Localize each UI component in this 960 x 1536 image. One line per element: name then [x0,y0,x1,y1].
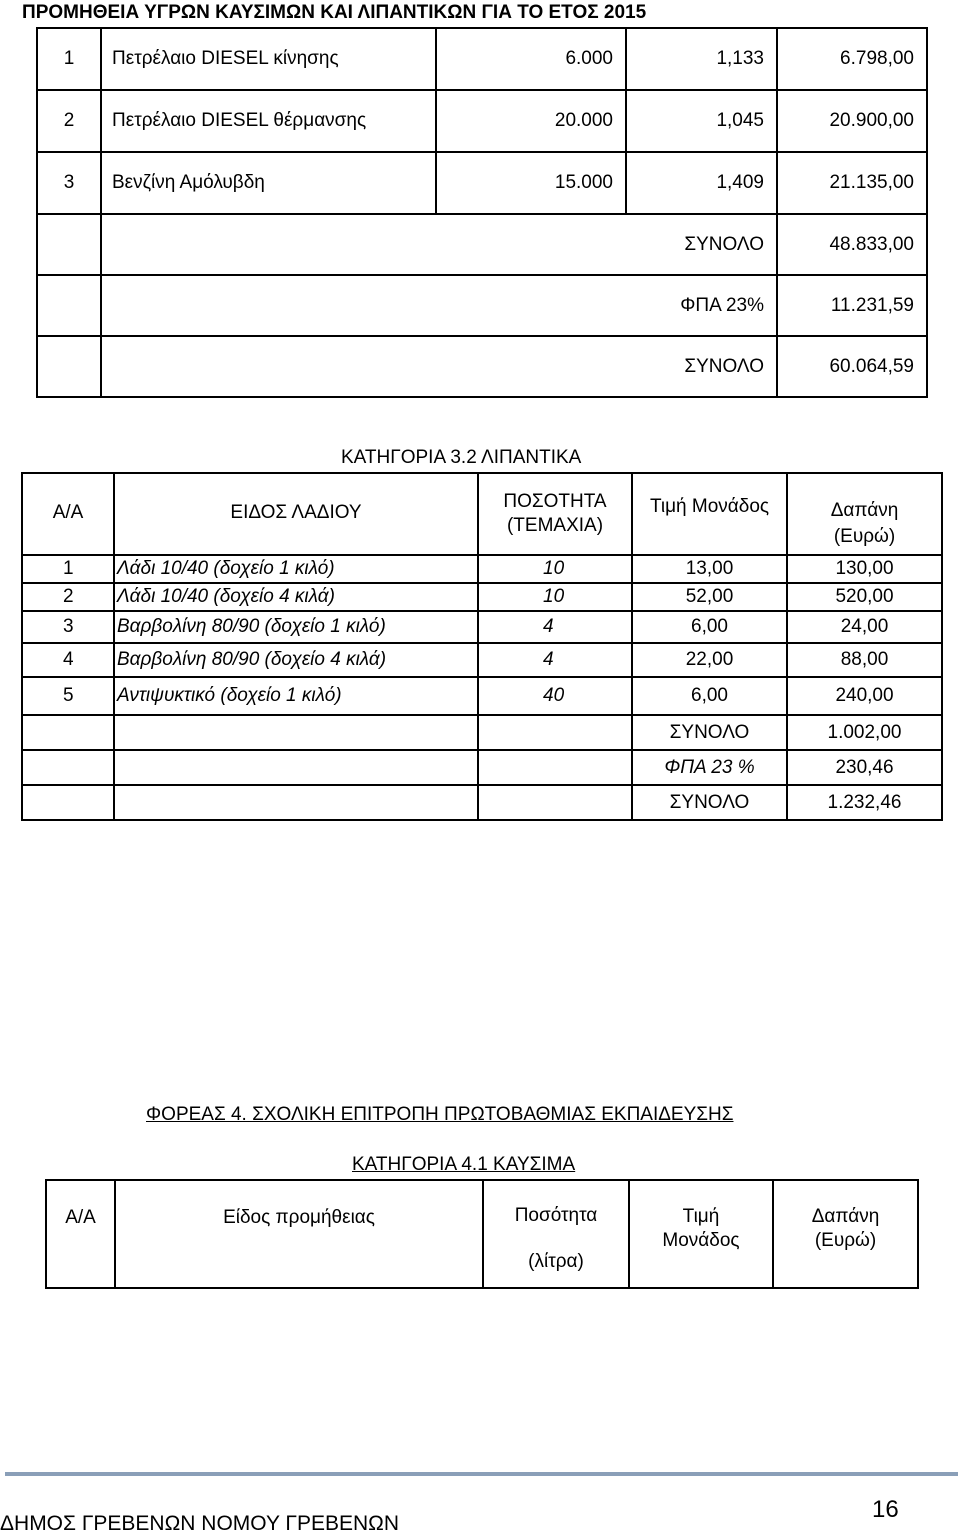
lubricant-unit-price: 22,00 [632,643,787,677]
empty-cell [478,750,632,785]
lubricant-unit-price: 6,00 [632,611,787,643]
fuel-unit-price: 1,133 [626,28,777,90]
lubricant-cost: 88,00 [787,643,942,677]
lubricant-total-label: ΦΠΑ 23 % [632,750,787,785]
fuel-total-row [37,214,927,275]
empty-cell [101,275,436,336]
fuel-total-row [37,275,927,336]
empty-cell [101,214,436,275]
fuels-header-cost [773,1180,918,1288]
fuel-total-value: 60.064,59 [777,336,927,397]
fuel-total-value: 48.833,00 [777,214,927,275]
row-number: 4 [22,643,114,677]
fuel-total-label: ΣΥΝΟΛΟ [626,336,777,397]
fuel-item: Πετρέλαιο DIESEL κίνησης [101,28,436,90]
agency4-title: ΦΟΡΕΑΣ 4. ΣΧΟΛΙΚΗ ΕΠΙΤΡΟΠΗ ΠΡΩΤΟΒΑΘΜΙΑΣ ΕΚΠΑΙΔΕΥΣΗΣ [146,1104,734,1125]
lubricants-category-title: ΚΑΤΗΓΟΡΙΑ 3.2 ΛΙΠΑΝΤΙΚΑ [341,447,582,468]
fuels-header-cost-line1: Δαπάνη [811,1206,880,1227]
lubricant-quantity: 10 [478,555,632,583]
fuel-total-row [37,336,927,397]
header-cost [787,473,942,555]
lubricant-total-label: ΣΥΝΟΛΟ [632,785,787,820]
lubricant-total-label: ΣΥΝΟΛΟ [632,715,787,750]
fuel-row [37,152,927,214]
fuels-header-unit-price [629,1180,773,1288]
fuel-cost: 20.900,00 [777,90,927,152]
lubricant-unit-price: 52,00 [632,583,787,611]
fuels-header-quantity [483,1180,629,1288]
empty-cell [22,750,114,785]
fuels-header-cost-line2: (Ευρώ) [814,1230,877,1251]
fuels-header-price-line2: Μονάδος [662,1230,740,1251]
lubricant-row [22,677,942,715]
header-quantity-line2: (ΤΕΜΑΧΙΑ) [506,515,604,536]
lubricant-quantity: 10 [478,583,632,611]
lubricant-total-value: 230,46 [787,750,942,785]
lubricants-header-row [22,473,942,555]
header-cost-line2: (Ευρώ) [833,526,896,547]
fuel-row [37,90,927,152]
footer-municipality: ΔΗΜΟΣ ΓΡΕΒΕΝΩΝ ΝΟΜΟΥ ΓΡΕΒΕΝΩΝ [0,1512,400,1535]
fuels-header-quantity-line1: Ποσότητα [514,1205,598,1226]
lubricant-total-value: 1.232,46 [787,785,942,820]
fuel-table [36,27,928,398]
empty-cell [37,336,101,397]
lubricant-row [22,611,942,643]
empty-cell [101,336,436,397]
lubricant-total-row [22,715,942,750]
lubricant-row [22,583,942,611]
empty-cell [436,275,626,336]
lubricant-unit-price: 6,00 [632,677,787,715]
row-number: 5 [22,677,114,715]
lubricant-total-row [22,750,942,785]
header-cost-line1: Δαπάνη [830,500,899,521]
empty-cell [114,750,478,785]
fuels-header-quantity-line2: (λίτρα) [528,1251,584,1272]
document-title: ΠΡΟΜΗΘΕΙΑ ΥΓΡΩΝ ΚΑΥΣΙΜΩΝ ΚΑΙ ΛΙΠΑΝΤΙΚΩΝ ΓΙΑ ΤΟ ΕΤΟΣ 2015 [22,2,647,23]
lubricant-total-row [22,785,942,820]
header-unit-price: Τιμή Μονάδος [632,473,787,555]
row-number: 1 [37,28,101,90]
empty-cell [37,275,101,336]
lubricant-item: Λάδι 10/40 (δοχείο 4 κιλά) [114,583,478,611]
header-quantity [478,473,632,555]
fuel-row [37,28,927,90]
row-number: 2 [22,583,114,611]
empty-cell [22,785,114,820]
row-number: 3 [22,611,114,643]
empty-cell [22,715,114,750]
lubricant-unit-price: 13,00 [632,555,787,583]
empty-cell [37,214,101,275]
fuels-header-item: Είδος προμήθειας [115,1180,483,1288]
lubricant-cost: 240,00 [787,677,942,715]
lubricant-item: Αντιψυκτικό (δοχείο 1 κιλό) [114,677,478,715]
fuels-header-row [46,1180,918,1288]
fuel-unit-price: 1,409 [626,152,777,214]
empty-cell [114,785,478,820]
empty-cell [114,715,478,750]
lubricant-cost: 24,00 [787,611,942,643]
lubricant-row [22,643,942,677]
fuels-header-aa: Α/Α [46,1180,115,1288]
lubricant-total-value: 1.002,00 [787,715,942,750]
fuel-total-label: ΦΠΑ 23% [626,275,777,336]
empty-cell [436,336,626,397]
fuels-table [45,1179,919,1289]
lubricant-cost: 520,00 [787,583,942,611]
lubricants-table [21,472,943,821]
lubricant-row [22,555,942,583]
fuel-quantity: 15.000 [436,152,626,214]
fuel-quantity: 20.000 [436,90,626,152]
lubricant-cost: 130,00 [787,555,942,583]
header-quantity-line1: ΠΟΣΟΤΗΤΑ [503,491,607,512]
empty-cell [478,785,632,820]
fuels-header-price-line1: Τιμή [682,1206,720,1227]
page-number: 16 [872,1496,899,1523]
fuel-cost: 6.798,00 [777,28,927,90]
agency4-category-title: ΚΑΤΗΓΟΡΙΑ 4.1 ΚΑΥΣΙΜΑ [352,1154,576,1175]
fuel-cost: 21.135,00 [777,152,927,214]
lubricant-item: Λάδι 10/40 (δοχείο 1 κιλό) [114,555,478,583]
lubricant-quantity: 40 [478,677,632,715]
fuel-total-label: ΣΥΝΟΛΟ [626,214,777,275]
lubricant-item: Βαρβολίνη 80/90 (δοχείο 4 κιλά) [114,643,478,677]
lubricant-item: Βαρβολίνη 80/90 (δοχείο 1 κιλό) [114,611,478,643]
lubricant-quantity: 4 [478,611,632,643]
empty-cell [478,715,632,750]
empty-cell [436,214,626,275]
row-number: 2 [37,90,101,152]
header-aa: Α/Α [22,473,114,555]
fuel-quantity: 6.000 [436,28,626,90]
header-oil-type: ΕΙΔΟΣ ΛΑΔΙΟΥ [114,473,478,555]
footer-divider [5,1472,958,1476]
fuel-item: Βενζίνη Αμόλυβδη [101,152,436,214]
fuel-item: Πετρέλαιο DIESEL θέρμανσης [101,90,436,152]
row-number: 1 [22,555,114,583]
lubricant-quantity: 4 [478,643,632,677]
fuel-total-value: 11.231,59 [777,275,927,336]
row-number: 3 [37,152,101,214]
fuel-unit-price: 1,045 [626,90,777,152]
